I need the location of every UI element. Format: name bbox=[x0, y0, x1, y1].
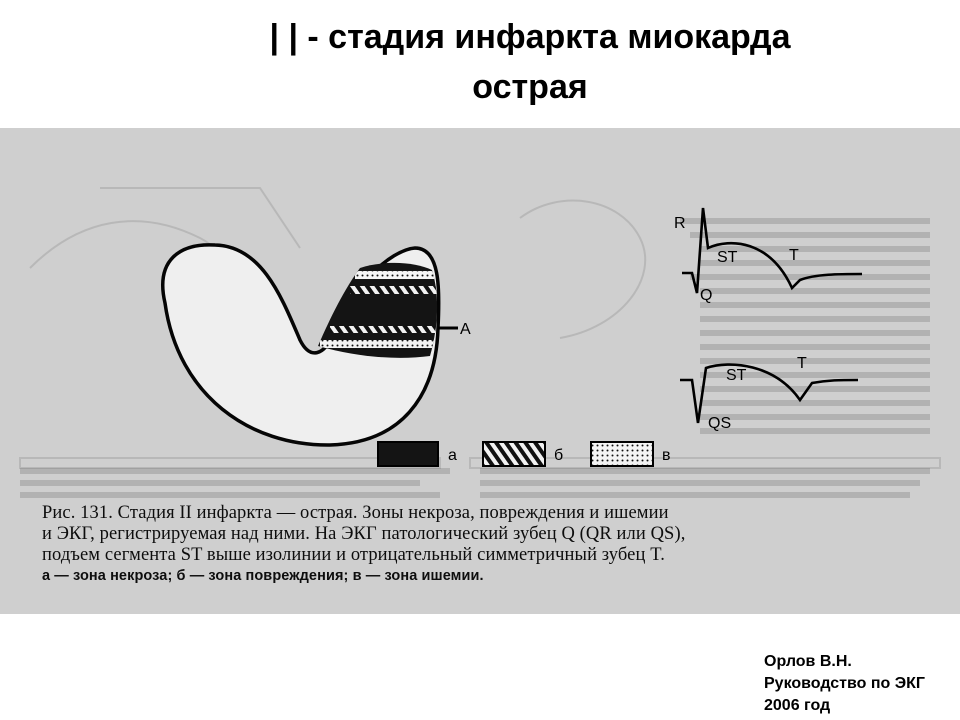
ecg-top-T: T bbox=[789, 247, 799, 264]
ecg-bottom-ST: ST bbox=[726, 367, 747, 384]
legend-swatch-injury bbox=[483, 442, 545, 466]
source-credit bbox=[764, 651, 954, 717]
ecg-top-Q: Q bbox=[700, 287, 713, 304]
legend-swatch-ischemia bbox=[591, 442, 653, 466]
legend-label-v: в bbox=[662, 447, 671, 464]
title-line-1: | | - стадия инфаркта миокарда bbox=[269, 18, 791, 56]
credit-year: 2006 год bbox=[764, 697, 831, 714]
caption-line-2: и ЭКГ, регистрируемая над ними. На ЭКГ патологический зубец Q (QR или QS), bbox=[42, 524, 686, 544]
bleed-through bbox=[20, 188, 940, 468]
ecg-top-R: R bbox=[674, 215, 686, 232]
caption-line-3: подъем сегмента ST выше изолинии и отрицательный симметричный зубец T. bbox=[42, 545, 665, 565]
slide-title bbox=[150, 12, 910, 112]
caption-legend-line: а — зона некроза; б — зона повреждения; в — зона ишемии. bbox=[42, 568, 484, 584]
legend-label-a: а bbox=[448, 447, 457, 464]
figure-caption bbox=[42, 503, 912, 587]
ecg-bottom-QS: QS bbox=[708, 415, 732, 432]
legend-label-b: б bbox=[554, 447, 564, 464]
legend bbox=[378, 442, 671, 466]
credit-author: Орлов В.Н. bbox=[764, 653, 852, 670]
credit-book: Руководство по ЭКГ bbox=[764, 675, 925, 692]
scanned-figure bbox=[0, 128, 960, 614]
ecg-top-ST: ST bbox=[717, 249, 738, 266]
heart-diagram bbox=[163, 245, 471, 445]
legend-swatch-necrosis bbox=[378, 442, 438, 466]
title-line-2: острая bbox=[472, 68, 588, 106]
ecg-bottom-T: T bbox=[797, 355, 807, 372]
caption-line-1: Рис. 131. Стадия II инфаркта — острая. Зоны некроза, повреждения и ишемии bbox=[42, 503, 669, 523]
zone-label-A: A bbox=[460, 321, 471, 338]
